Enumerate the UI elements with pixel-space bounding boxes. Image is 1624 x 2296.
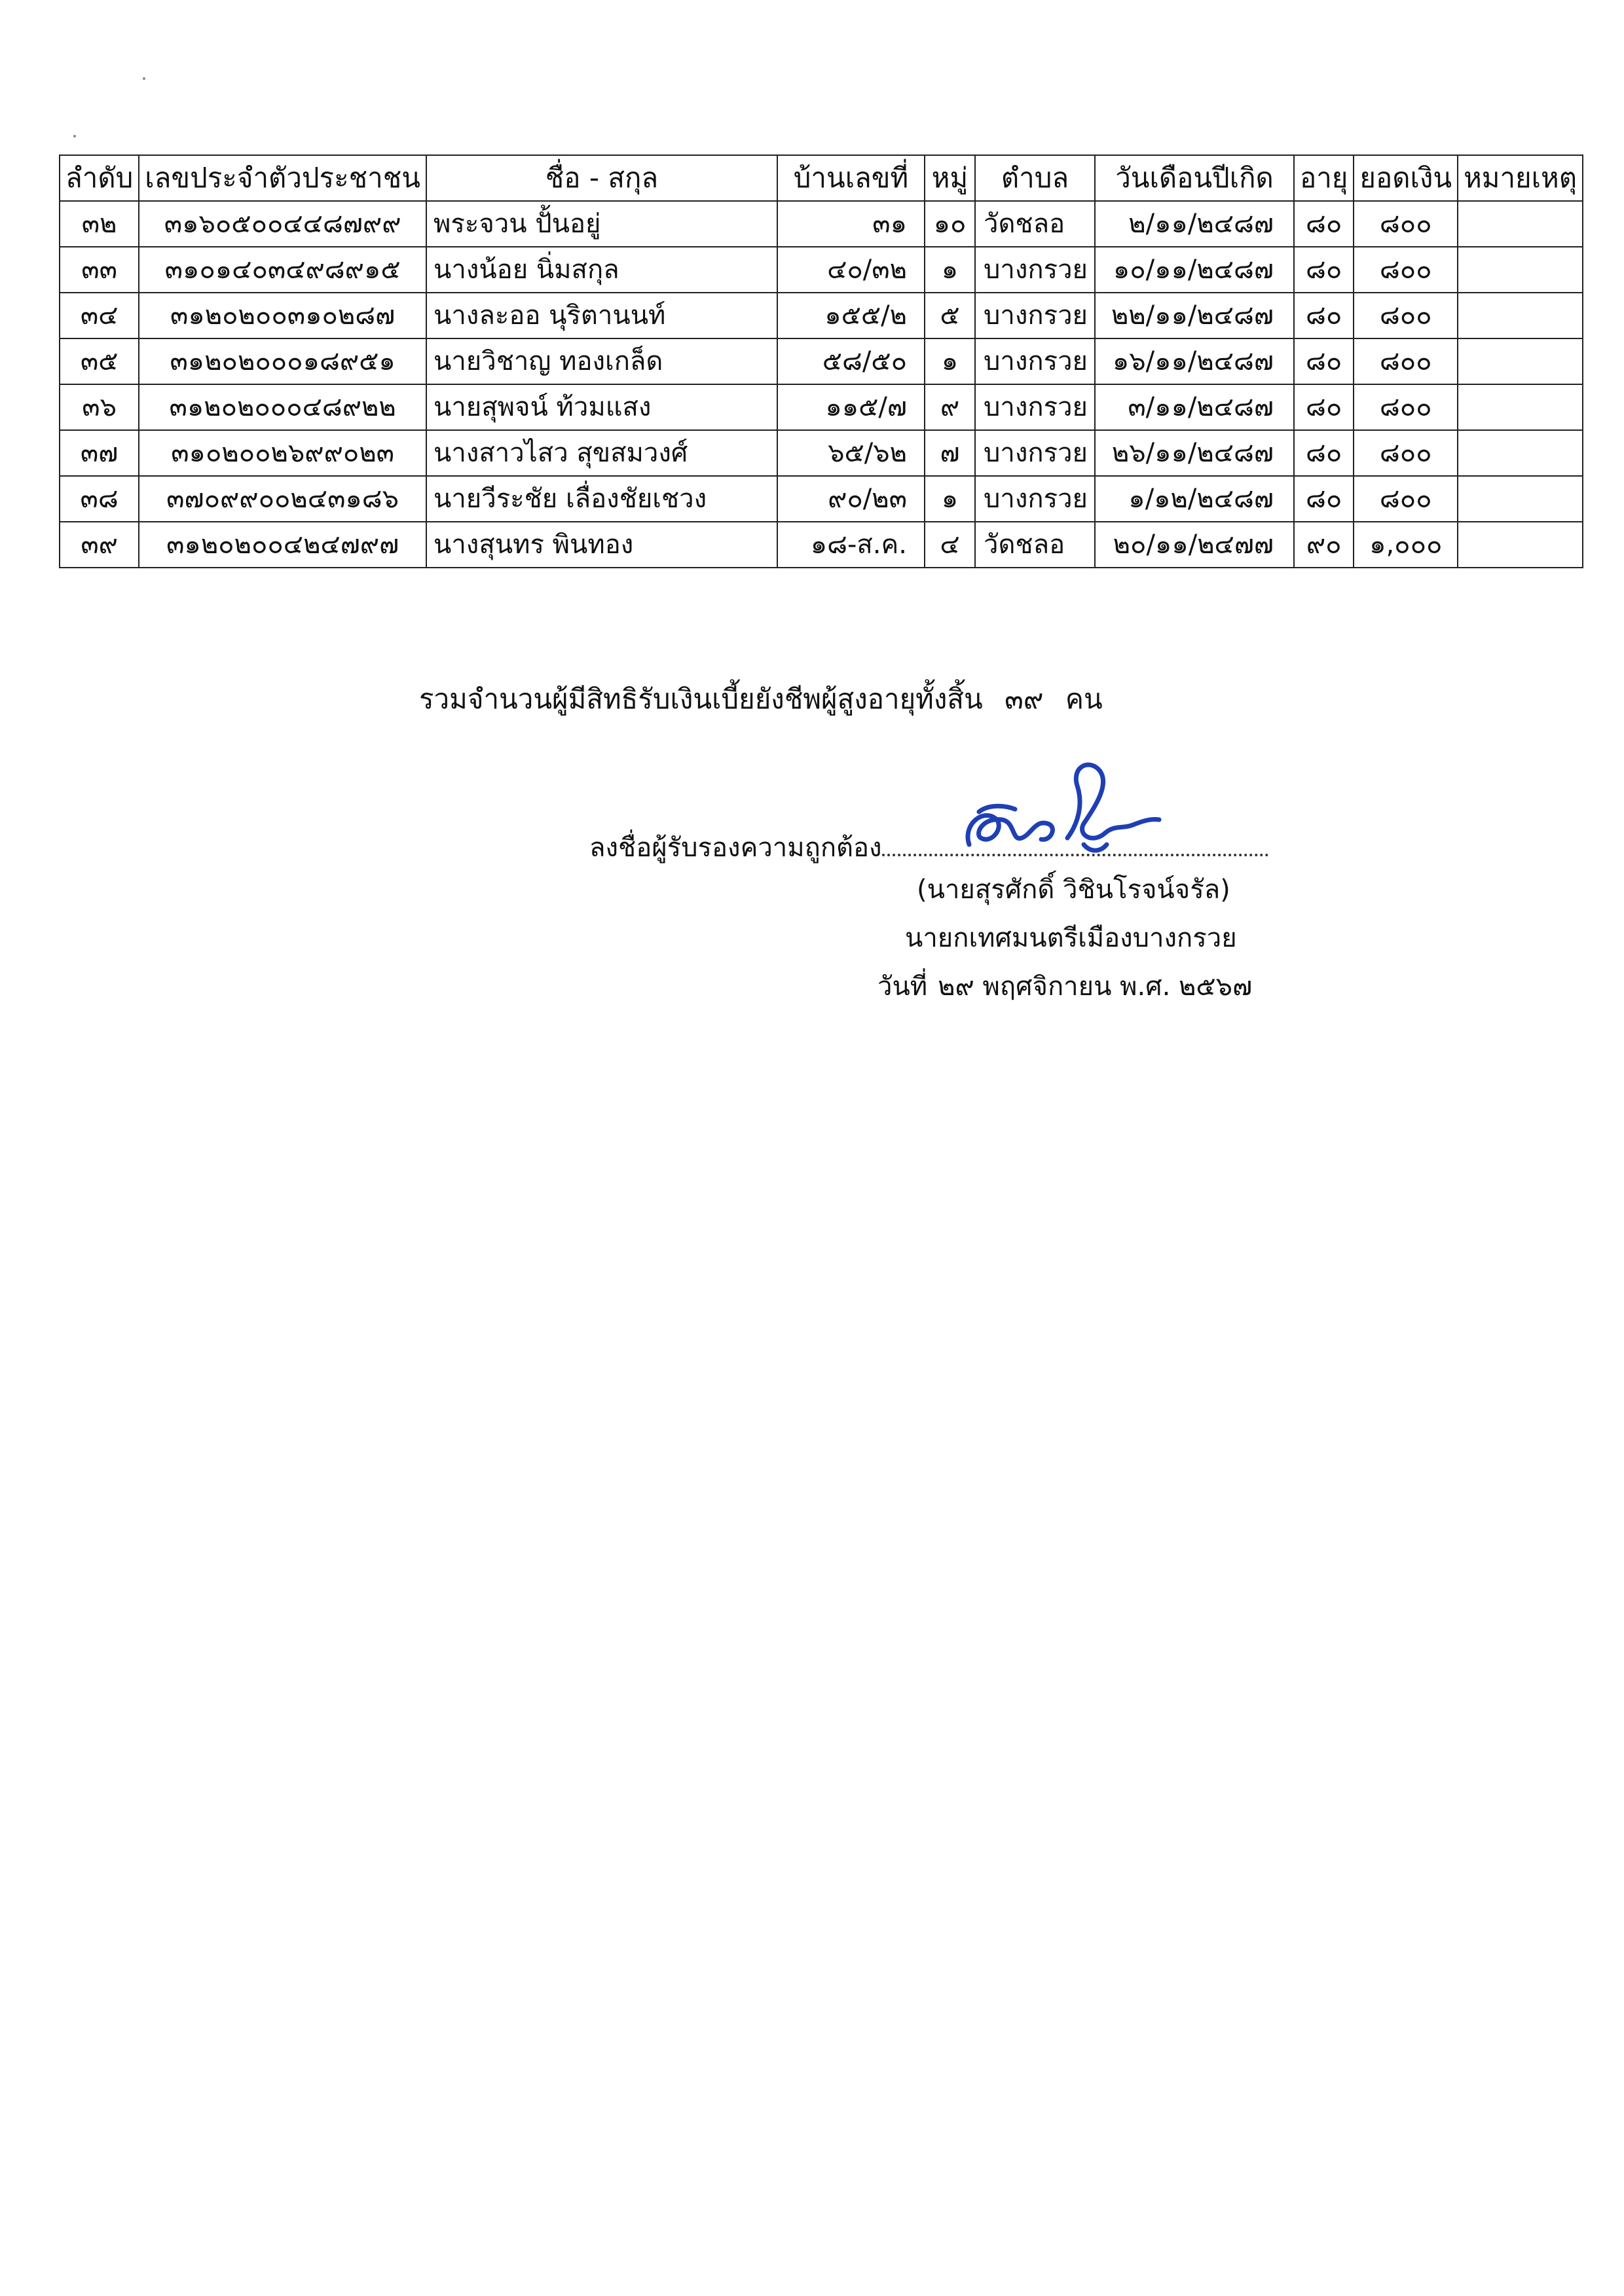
cell-full-name: นางสาวไสว สุขสมวงศ์ [426,430,777,476]
cell-age: ๘๐ [1294,201,1354,247]
cell-amount: ๘๐๐ [1354,476,1458,522]
cell-age: ๘๐ [1294,338,1354,384]
cell-house-number: ๓๑ [777,201,925,247]
cell-no: ๓๕ [60,338,139,384]
cell-tambon: บางกรวย [975,338,1095,384]
cell-tambon: วัดชลอ [975,201,1095,247]
header-no: ลำดับ [60,155,139,201]
cell-age: ๘๐ [1294,430,1354,476]
cell-full-name: นางน้อย นิ่มสกุล [426,247,777,293]
cell-birth-date: ๑๖/๑๑/๒๔๘๗ [1095,338,1294,384]
cell-house-number: ๕๘/๕๐ [777,338,925,384]
cell-no: ๓๗ [60,430,139,476]
cell-no: ๓๔ [60,293,139,338]
cell-house-number: ๑๘-ส.ค. [777,522,925,568]
date-value: ๒๙ พฤศจิกายน พ.ศ. ๒๕๖๗ [938,972,1253,1002]
cell-tambon: บางกรวย [975,247,1095,293]
cell-remark [1458,247,1583,293]
cell-no: ๓๖ [60,384,139,430]
cell-full-name: นายสุพจน์ ท้วมแสง [426,384,777,430]
cell-birth-date: ๒๐/๑๑/๒๔๗๗ [1095,522,1294,568]
cell-house-number: ๙๐/๒๓ [777,476,925,522]
header-citizen-id: เลขประจำตัวประชาชน [139,155,426,201]
cell-age: ๘๐ [1294,384,1354,430]
cell-house-number: ๑๕๕/๒ [777,293,925,338]
cell-moo: ๑ [925,338,975,384]
header-amount: ยอดเงิน [1354,155,1458,201]
cell-remark [1458,522,1583,568]
scan-speck [73,135,76,137]
cell-citizen-id: ๓๑๒๐๒๐๐๔๒๔๗๙๗ [139,522,426,568]
cell-house-number: ๔๐/๓๒ [777,247,925,293]
summary-count: ๓๙ [1005,683,1044,715]
cell-amount: ๘๐๐ [1354,384,1458,430]
cell-moo: ๑๐ [925,201,975,247]
cell-full-name: นายวีระชัย เลื่องชัยเชวง [426,476,777,522]
table-row [60,522,1583,568]
cell-age: ๘๐ [1294,247,1354,293]
cell-moo: ๑ [925,247,975,293]
cell-tambon: บางกรวย [975,476,1095,522]
cell-remark [1458,293,1583,338]
cell-citizen-id: ๓๑๖๐๕๐๐๔๔๘๗๙๙ [139,201,426,247]
cell-moo: ๙ [925,384,975,430]
cell-tambon: วัดชลอ [975,522,1095,568]
cell-citizen-id: ๓๑๐๒๐๐๒๖๙๙๐๒๓ [139,430,426,476]
cell-remark [1458,338,1583,384]
cell-citizen-id: ๓๑๐๑๔๐๓๔๙๘๙๑๕ [139,247,426,293]
cell-age: ๘๐ [1294,476,1354,522]
cell-citizen-id: ๓๑๒๐๒๐๐๐๑๘๙๕๑ [139,338,426,384]
cell-full-name: พระจวน ปั้นอยู่ [426,201,777,247]
table-row [60,247,1583,293]
cell-age: ๘๐ [1294,293,1354,338]
cell-amount: ๘๐๐ [1354,201,1458,247]
cell-citizen-id: ๓๑๒๐๒๐๐๓๑๐๒๘๗ [139,293,426,338]
cell-no: ๓๓ [60,247,139,293]
date-prefix: วันที่ [877,972,928,1002]
header-age: อายุ [1294,155,1354,201]
signer-position: นายกเทศมนตรีเมืองบางกรวย [905,923,1237,953]
header-moo: หมู่ [925,155,975,201]
handwritten-signature [943,746,1179,877]
header-birth-date: วันเดือนปีเกิด [1095,155,1294,201]
cell-amount: ๘๐๐ [1354,430,1458,476]
cell-full-name: นางละออ นุริตานนท์ [426,293,777,338]
cell-moo: ๕ [925,293,975,338]
table-row [60,476,1583,522]
total-summary [419,678,1103,721]
header-full-name: ชื่อ - สกุล [426,155,777,201]
cell-no: ๓๙ [60,522,139,568]
cell-moo: ๑ [925,476,975,522]
table-row [60,293,1583,338]
cell-moo: ๗ [925,430,975,476]
cell-remark [1458,201,1583,247]
summary-text: รวมจำนวนผู้มีสิทธิรับเงินเบี้ยยังชีพผู้สูงอายุทั้งสิ้น [419,683,983,715]
cell-amount: ๘๐๐ [1354,247,1458,293]
certifier-label: ลงชื่อผู้รับรองความถูกต้อง [589,833,882,863]
header-remark: หมายเหตุ [1458,155,1583,201]
cell-no: ๓๒ [60,201,139,247]
cell-remark [1458,430,1583,476]
cell-house-number: ๑๑๕/๗ [777,384,925,430]
cell-no: ๓๘ [60,476,139,522]
cell-tambon: บางกรวย [975,430,1095,476]
cell-house-number: ๖๕/๖๒ [777,430,925,476]
cell-citizen-id: ๓๗๐๙๙๐๐๒๔๓๑๘๖ [139,476,426,522]
scan-speck [143,77,145,80]
cell-amount: ๘๐๐ [1354,338,1458,384]
header-house-number: บ้านเลขที่ [777,155,925,201]
cell-birth-date: ๑/๑๒/๒๔๘๗ [1095,476,1294,522]
cell-birth-date: ๒/๑๑/๒๔๘๗ [1095,201,1294,247]
summary-unit: คน [1065,683,1103,715]
signer-name: (นายสุรศักดิ์ วิชินโรจน์จรัล) [917,875,1230,905]
table-header-row [60,155,1583,201]
table-row [60,430,1583,476]
table-row [60,201,1583,247]
cell-moo: ๔ [925,522,975,568]
table-row [60,338,1583,384]
cell-remark [1458,384,1583,430]
cell-full-name: นางสุนทร พินทอง [426,522,777,568]
cell-remark [1458,476,1583,522]
cell-birth-date: ๓/๑๑/๒๔๘๗ [1095,384,1294,430]
cell-birth-date: ๒๒/๑๑/๒๔๘๗ [1095,293,1294,338]
elderly-allowance-table [59,155,1583,568]
cell-amount: ๘๐๐ [1354,293,1458,338]
cell-tambon: บางกรวย [975,293,1095,338]
cell-birth-date: ๒๖/๑๑/๒๔๘๗ [1095,430,1294,476]
cell-citizen-id: ๓๑๒๐๒๐๐๐๔๘๙๒๒ [139,384,426,430]
cell-birth-date: ๑๐/๑๑/๒๔๘๗ [1095,247,1294,293]
table-row [60,384,1583,430]
cell-full-name: นายวิชาญ ทองเกล็ด [426,338,777,384]
signing-date [877,965,1252,1007]
cell-amount: ๑,๐๐๐ [1354,522,1458,568]
header-tambon: ตำบล [975,155,1095,201]
cell-tambon: บางกรวย [975,384,1095,430]
cell-age: ๙๐ [1294,522,1354,568]
